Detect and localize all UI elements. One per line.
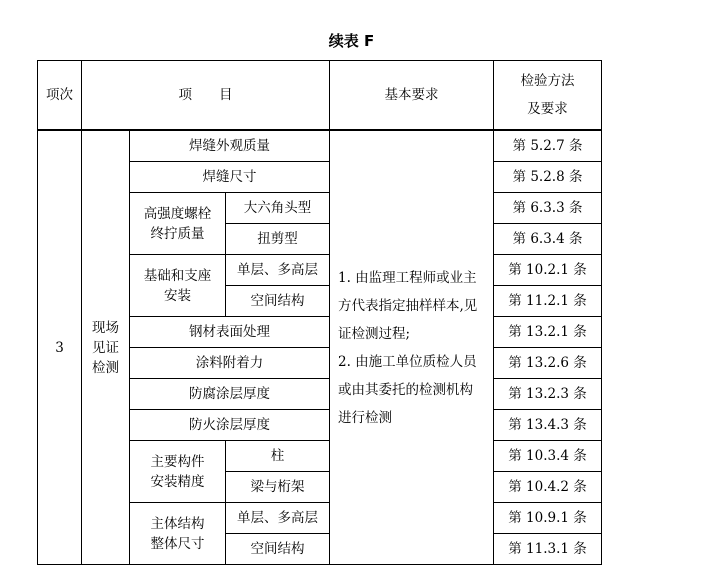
item-anticorrosion: 防腐涂层厚度 (130, 379, 330, 410)
category-line2: 见证 (92, 339, 119, 356)
item-foundation-space: 空间结构 (226, 286, 330, 317)
method-anticorrosion: 第 13.2.3 条 (494, 379, 602, 410)
table-title: 续表 F (328, 32, 375, 50)
header-method-line1: 检验方法 (520, 73, 575, 89)
item-surface: 钢材表面处理 (130, 317, 330, 348)
item-adhesion: 涂料附着力 (130, 348, 330, 379)
method-foundation-single: 第 10.2.1 条 (494, 255, 602, 286)
header-basic-requirement: 基本要求 (330, 61, 494, 131)
item-weld-appearance: 焊缝外观质量 (130, 130, 330, 162)
method-surface: 第 13.2.1 条 (494, 317, 602, 348)
method-member-column: 第 10.3.4 条 (494, 441, 602, 472)
method-weld-appearance: 第 5.2.7 条 (494, 130, 602, 162)
item-member-column: 柱 (226, 441, 330, 472)
method-weld-size: 第 5.2.8 条 (494, 162, 602, 193)
item-weld-size: 焊缝尺寸 (130, 162, 330, 193)
basic-requirement-p2: 2. 由施工单位质检人员或由其委托的检测机构进行检测 (338, 353, 477, 426)
item-bolt-hex: 大六角头型 (226, 193, 330, 224)
bolt-group-line2: 终拧质量 (150, 225, 205, 242)
item-bolt-torsion: 扭剪型 (226, 224, 330, 255)
method-foundation-space: 第 11.2.1 条 (494, 286, 602, 317)
method-bolt-torsion: 第 6.3.4 条 (494, 224, 602, 255)
member-group-line1: 主要构件 (150, 453, 205, 470)
header-item: 项 目 (82, 61, 330, 131)
item-bolt-group (130, 193, 226, 255)
bolt-group-line1: 高强度螺栓 (143, 205, 212, 222)
overall-group-line2: 整体尺寸 (150, 535, 205, 552)
item-overall-single: 单层、多高层 (226, 503, 330, 534)
category-line1: 现场 (92, 319, 119, 336)
header-method (494, 61, 602, 131)
method-overall-single: 第 10.9.1 条 (494, 503, 602, 534)
item-overall-space: 空间结构 (226, 534, 330, 565)
category-cell (82, 130, 130, 565)
item-member-group (130, 441, 226, 503)
item-foundation-single: 单层、多高层 (226, 255, 330, 286)
foundation-group-line1: 基础和支座 (143, 267, 212, 284)
item-overall-group (130, 503, 226, 565)
method-bolt-hex: 第 6.3.3 条 (494, 193, 602, 224)
foundation-group-line2: 安装 (164, 287, 191, 304)
header-method-line2: 及要求 (527, 101, 568, 117)
basic-requirement-p1: 1. 由监理工程师或业主方代表指定抽样样本,见证检测过程; (338, 269, 478, 342)
item-member-beam: 梁与桁架 (226, 472, 330, 503)
method-overall-space: 第 11.3.1 条 (494, 534, 602, 565)
method-member-beam: 第 10.4.2 条 (494, 472, 602, 503)
header-row (38, 61, 602, 131)
overall-group-line1: 主体结构 (150, 515, 205, 532)
method-adhesion: 第 13.2.6 条 (494, 348, 602, 379)
category-line3: 检测 (92, 359, 119, 376)
item-foundation-group (130, 255, 226, 317)
member-group-line2: 安装精度 (150, 473, 205, 490)
item-fireproof: 防火涂层厚度 (130, 410, 330, 441)
table-row (38, 130, 602, 162)
method-fireproof: 第 13.4.3 条 (494, 410, 602, 441)
header-seq: 项次 (38, 61, 82, 131)
basic-requirement-cell (330, 130, 494, 565)
seq-cell: 3 (38, 130, 82, 565)
inspection-table (37, 60, 602, 565)
